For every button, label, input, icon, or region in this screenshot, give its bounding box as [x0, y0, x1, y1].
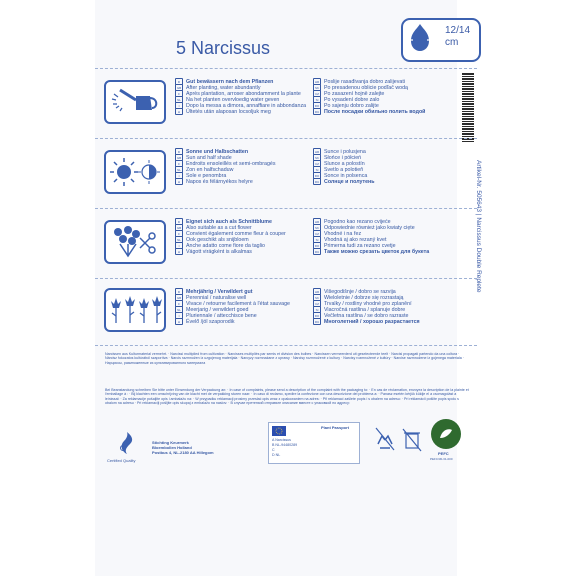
- section-3-left: [175, 218, 286, 254]
- line: HR Višegodišnje / dobro se razvija: [314, 288, 396, 295]
- section-3-right: [313, 218, 429, 254]
- barcode: [462, 72, 474, 142]
- line: RU После посадки обильно полить водой: [314, 108, 426, 115]
- line: D Eignet sich auch als Schnittblume: [175, 218, 286, 224]
- watering-can-icon: [106, 82, 164, 122]
- certified-quality-logo: [114, 430, 140, 456]
- line: H Évelő /jól szaporodik: [175, 318, 290, 324]
- line: SI Po vysadení dobre zalo: [313, 96, 425, 102]
- line: I Dopo la messa a dimora, annaffiare in abbondanza: [175, 102, 306, 108]
- line: SK Wieloletnie / dobrze się rozrastają: [314, 294, 404, 301]
- line: I Anche adatto come fiore da taglio: [175, 242, 286, 248]
- line: SI Viacročná rastlina / splanuje dobre: [313, 306, 420, 312]
- stichting-address: [152, 440, 214, 455]
- bulb-size-value: 12/14: [445, 25, 471, 36]
- divider: [95, 278, 477, 279]
- line: HR Pogodno kao rezano cvijeće: [314, 218, 391, 225]
- line: SI Vhodná aj ako rezaný kvet: [313, 236, 429, 242]
- stichting-sub: Bloembollen Holland: [152, 445, 192, 450]
- section-4-left: [175, 288, 290, 324]
- line: H Ültetés után alaposan locsoljuk meg: [175, 108, 306, 114]
- line: RU Солнце и полутень: [314, 178, 375, 185]
- cut-flowers-icon: [106, 222, 164, 262]
- page-title: 5 Narcissus: [176, 38, 271, 58]
- line: SK Po presadenou oblicie podľač wodą: [314, 84, 409, 91]
- divider: [95, 68, 477, 69]
- plant-passport: [268, 422, 360, 464]
- line: NL Ook geschikt als snijbloem: [175, 236, 286, 242]
- section-2-left: [175, 148, 276, 184]
- pefc-code: PEFC/30-31-000: [430, 457, 453, 461]
- passport-d: D NL: [272, 453, 281, 457]
- section-1-left: [175, 78, 306, 114]
- line: F Endroits ensoleillés et semi-ombragés: [175, 160, 276, 166]
- perennial-flowers-icon: [106, 290, 164, 330]
- passport-c: C: [272, 448, 275, 452]
- line: CZ Slunce a polostín: [315, 160, 365, 167]
- eu-flag-icon: [272, 426, 286, 436]
- divider: [95, 208, 477, 209]
- line: SK Odpowiednie również jako kwiaty cięte: [314, 224, 415, 231]
- line: F Convient également comme fleur à couper: [175, 230, 286, 236]
- complaint-note: Bei Beanstandung schreiben Sie bitte unter Einsendung der Verpackung an: · In case of complaints, please send a description of the complaint with the packaging to: · En cas de réclamation, envoyez la description de la plainte et l'emballage à : · Bij klachten een omschrijving van de klacht met de verpakking sturen naar: · In caso di reclamo, spedire la confezione con una descrizione del problema a: · Panasz esetén kérjük küldje el a csomagolást a leírással: · Za reklamacije pošaljite opis i ambalažu na: · W przypadku reklamacji prosimy przesłać opis wraz z opakowaniem na adres: · Při reklamaci zašlete popis i s obalem na adresu: · Pri reklamácii pošlite popis spolu s obalom na adresu · Pri reklamaciji pošljite opis skupaj z embalažo na naslov: · В случае претензий отправьте описание вместе с упаковкой по адресу:: [105, 388, 469, 406]
- line: I Sole e penombra: [175, 172, 276, 178]
- line: RO Primerna tudi za rezano cvetje: [314, 242, 396, 249]
- line: CZ Trvalky / rostliny vhodné pro zplanění: [315, 300, 412, 307]
- line: H Napos és félárnyékos helyre: [175, 178, 276, 184]
- watering-box: [104, 80, 166, 124]
- line: D Gut bewässern nach dem Pflanzen: [175, 78, 306, 84]
- bulb-size-icon: [402, 18, 438, 58]
- stichting-address-line: Postbus 4, NL-2180 AA Hillegom: [152, 450, 214, 455]
- line: GB Also suitable as a cut flower: [176, 224, 252, 231]
- line: RU Многолетний / хорошо разрастается: [314, 318, 420, 325]
- line: SI Svetlo a polotieň: [313, 166, 375, 172]
- section-2-right: [313, 148, 375, 184]
- perennial-box: [104, 288, 166, 332]
- line: HR Poslije rasađivanja dobro zalijevati: [314, 78, 405, 85]
- line: GB Perennial / naturalise well: [176, 294, 247, 301]
- line: F Vivace / retourne facilement à l'état sauvage: [175, 300, 290, 306]
- pefc-label: PEFC: [438, 451, 449, 456]
- bulb-size-label: [445, 25, 470, 49]
- bulb-size-unit: cm: [445, 37, 459, 48]
- line: NL Zon en halfschaduw: [175, 166, 276, 172]
- certified-quality-label: Certified Quality: [107, 458, 136, 463]
- line: CZ Vhodné i na řez: [315, 230, 362, 237]
- plant-passport-title: Plant Passport: [321, 425, 350, 430]
- divider: [95, 345, 477, 346]
- passport-fields: [272, 438, 297, 458]
- line: RO Sonce in polsenca: [314, 172, 368, 179]
- sun-half-shade-icon: [106, 152, 164, 192]
- line: CZ Po zasazení hojně zalejte: [315, 90, 385, 97]
- line: HR Sunce i polusjena: [314, 148, 366, 155]
- line: H Vágott virágként is alkalmas: [175, 248, 286, 254]
- article-number-text: Artikel-Nr. 505643 | Narcissus Double Replete: [475, 160, 482, 293]
- section-4-right: [313, 288, 420, 324]
- bin-icon: [400, 426, 424, 454]
- line: RO Večletna rastlina / se dobro razraste: [314, 312, 409, 319]
- line: SK Słońce i półcień: [314, 154, 362, 161]
- line: D Mehrjährig / Verwildert gut: [175, 288, 290, 294]
- article-number: [472, 160, 482, 370]
- line: I Pluriennale / attecchisce bene: [175, 312, 290, 318]
- section-1-right: [313, 78, 425, 114]
- line: RO Po sajenju dobro zalijte: [314, 102, 379, 109]
- sun-box: [104, 150, 166, 194]
- stichting-name: Stichting Keurmerk: [152, 440, 189, 445]
- line: D Sonne und Halbschatten: [175, 148, 276, 154]
- cultivation-note: Narcissen aus Kulturmaterial vermehrt. · Narcissi multiplied from cultivation · Narcisses multipliés par semis et division des bulbes · Narcissen vermeerderd uit geselecteerde teelt · Narcisi propagati partendo da una coltura · Nárcisz fokozatos kultúrából szaporítva · Narcis razmnožen iz uzgojenog materijala · Narcyzy rozmnażane z uprawy · Narcisy rozmnožené z kultury · Narcisy rozmnožené z kultúry · Narcise razmnožene iz gojenega materiala · Нарциссы, размноженные из культивированного материала: [105, 352, 464, 365]
- line: RU Также можно срезать цветок для букета: [314, 248, 430, 255]
- line: NL Meerjarig / verwildert goed: [175, 306, 290, 312]
- line: GB After planting, water abundantly: [176, 84, 261, 91]
- divider: [95, 138, 477, 139]
- passport-b: B NL-94480289: [272, 443, 298, 447]
- pefc-logo: [430, 418, 462, 450]
- recycle-icon: [372, 424, 398, 454]
- cut-flower-box: [104, 220, 166, 264]
- line: GB Sun and half shade: [176, 154, 232, 161]
- line: NL Na het planten overvloedig water geven: [175, 96, 306, 102]
- passport-a: A Narcissus: [272, 438, 291, 442]
- line: F Après plantation, arroser abondamment la plante: [175, 90, 306, 96]
